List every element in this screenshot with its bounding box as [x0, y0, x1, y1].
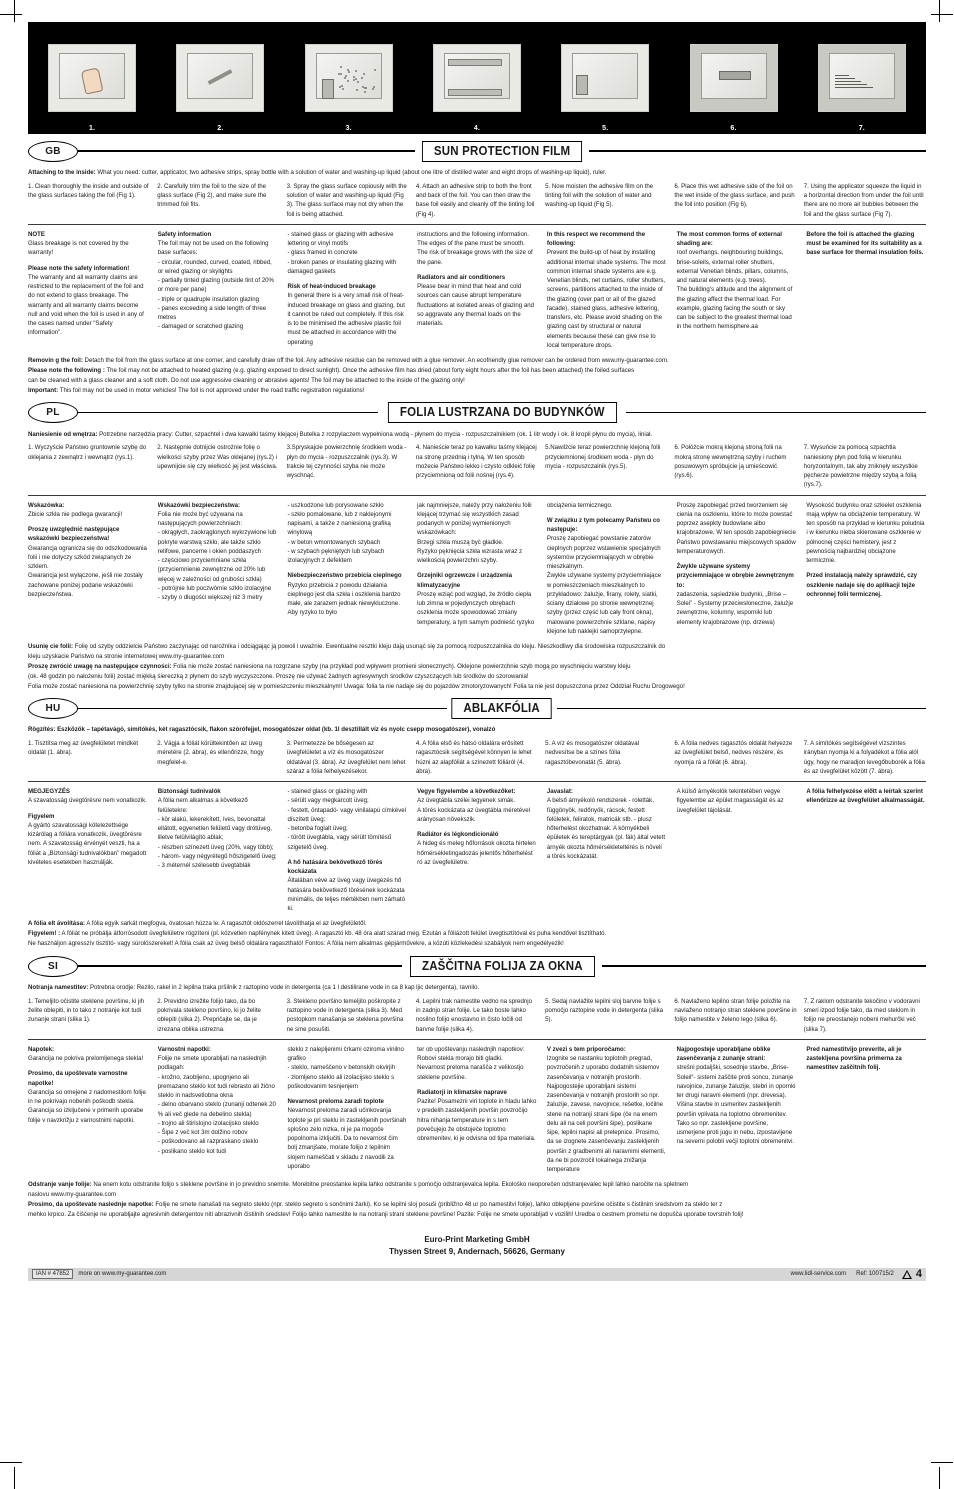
block-text: A belső árnyékoló rendszerek - roletták, függönyök, redőnyök, rácsok, festett felületek, feliratok, matricák stb. - plusz hőterhelést okozhatnak. A környékbeli épületek és tereptárgyak (pl. fák) által vetett árnyék okozta hőmérsékleteltérés is növeli a törés kockázatát. — [546, 797, 666, 860]
crop-mark-top-right-h — [931, 14, 953, 15]
block-text: ter ob upoštevanju naslednjih napotkov: Robovi stekla morajo biti gladki. Nevarnost preloma narašča z velikostjo steklene površine. — [417, 1045, 525, 1081]
block-heading: MEGJEGYZÉS — [28, 788, 70, 796]
body-column-4 — [417, 1045, 537, 1175]
tail-paragraph-3 — [28, 939, 926, 949]
figure-number-3: 3. — [345, 125, 352, 132]
step-5: 5.Nawilżcie teraz powierzchnię klejoną folii przyciemnionej środkiem woda - płyn do mycia - rozpuszczalnik (rys.5). — [545, 444, 661, 470]
step-4: 4. Nanieście teraz po kawałku taśmy klejącej na stronę przednią i tylną. W ten sposób możecie Państwo lekko i czysto odkleić folię przyciemnioną od folii nośnej (rys.4). — [415, 444, 537, 480]
body-column-6 — [677, 1045, 797, 1175]
block-heading: Niebezpieczeństwo przebicia cieplnego — [287, 572, 402, 580]
block-heading: NOTE — [28, 230, 45, 238]
body-column-7 — [806, 1045, 926, 1175]
block-heading: Żwykle używane systemy przyciemniające w obrębie zewnętrznym to: — [676, 563, 794, 589]
figure-image-2 — [176, 44, 264, 112]
block-heading: Nevarnost preloma zaradi toplote — [287, 1098, 384, 1106]
body-column-1 — [28, 230, 148, 350]
tail-paragraph-4 — [28, 672, 926, 682]
body-columns — [28, 1045, 926, 1175]
block-text: Proszę zapobiegać powstanie zatorów cieplnych poprzez wstawienie specjalnych systemów przyciemniających w obrębie mieszkalnym. Żwykle używane systemy przyciemniające w pomieszczeniach mieszkalnych to przykładowo: żalużje, firany, rolety, siatki, ściany działowe po stronie wewnętrznej szyby (przez część lub cały front okna), malowane powierzchnie szklane, napisy klejone lub naklejki samoprzylepne. — [546, 535, 661, 635]
body-column-5 — [547, 787, 667, 913]
figure-cell-6 — [669, 22, 797, 134]
body-column-3 — [287, 1045, 407, 1175]
more-info-link[interactable]: more on www.my-guarantee.com — [78, 1271, 167, 1278]
header-rule-left — [78, 150, 415, 151]
tail-text: This foil may not be used in motor vehicles! The foil is not approved under the road traffic registration regulations! — [58, 386, 365, 394]
tail-paragraph-5 — [28, 682, 926, 692]
block-heading: Risk of heat-induced breakage — [287, 283, 376, 291]
company-address — [28, 1234, 926, 1258]
body-column-2 — [158, 230, 278, 350]
figure-strip — [28, 22, 926, 134]
block-text: A gyártó szavatossági kötelezettsége kizárólag a fóliára vonatkozik, üvegtörésre nem. A szavatosság érvényét veszti, ha a fóliát a „Biztonsági tudnivalókban” megadott kivételes esetekben használják. — [28, 821, 147, 866]
step-1: 1. Wyczyście Państwo gruntownie szybę do oklejania z zewnątrz i wewnątrz (rys.1). — [28, 444, 147, 461]
step-4: 4. Attach an adhesive strip to both the front and back of the foil. You can then draw the base foil easily and cleanly off the tinting foil (Fig 4). — [415, 182, 535, 218]
tail-paragraph-3 — [28, 662, 926, 672]
intro-label: Attaching to the inside: — [28, 169, 96, 176]
tail-text: Detach the foil from the glass surface at one corner, and carefully draw off the foil. Any adhesive residue can be removed with a glue remover. An ecofriendly glue remover can be ordered from www.my-guarantee.com. — [82, 357, 669, 365]
body-column-6 — [677, 501, 797, 637]
figure-image-1 — [48, 44, 136, 112]
block-text: Izognite se nastanku toplotnih pregrad, povzročenih z uporabo dodatnih sistemov zasenčevanja v notranjih prostorih. Najpogostejie uporabljani sistemi zasenčevanja v notranjih prostorih so npr. žaluzije, zavese, navojnice, rešetke, ločilne stene na notranji strani šipe (če na enem delu ali na celi površini šipe), poslikane šipe, lepilni napisi ali prelepnice. Prosimo, da se izognete zasenčevanju zastekljenih površin z gradbenimi ali naravnimi elementi, da ne bi povzročil lokalnega znižanja temperature — [546, 1055, 666, 1174]
figure-cell-3 — [285, 22, 413, 134]
section-header-si — [28, 953, 926, 979]
block-heading: Radiatorji in klimatske naprave — [417, 1088, 507, 1096]
step-5: 5. Sedaj navlažite lepilni sloj barvne folije s pomočjo raztopine vode in detergenta (slika 5). — [545, 997, 664, 1024]
tail-paragraph-1 — [28, 919, 926, 929]
step-2: 2. Następnie dotnijcie ostrożnie folię o wielkości szyby przez Was oklejanej (rys.2) i upewnijcie się czy wielkość jej jest właściwa. — [157, 444, 278, 470]
crop-mark-bottom-right-h — [931, 1462, 953, 1463]
intro-label: Rögzítés: Eszközök – tapétavágó, simítókés, két ragasztócsik, flakon szórófejjel, mosogatószer oldat (kb. 1l desztillált víz és nyolc csepp mosogatószer), vonalzó — [28, 726, 496, 734]
block-heading: The most common forms of external shading are: — [676, 230, 782, 248]
service-url[interactable]: www.lidl-service.com — [790, 1271, 847, 1278]
block-text: Please bear in mind that heat and cold sources can cause abrupt temperature fluctuations at isolated areas of glazing and so aggravate any thermal loads on the materials. — [417, 283, 535, 328]
company-name: Euro-Print Marketing GmbH — [424, 1234, 530, 1244]
manual-page — [28, 22, 926, 1452]
block-heading: In this respect we recommend the following: — [546, 230, 646, 248]
figure-cell-2 — [156, 22, 284, 134]
block-text: A szavatosság üvegtörésre nem vonatkozik. — [28, 797, 147, 805]
figure-number-1: 1. — [89, 125, 96, 132]
block-text: Nevarnost preloma zaradi učinkovanja toplote je pri steklu in zastekljenih površinah splošno zelo nizka, ni je pa mogoče popolnoma izključiti. Da to nevarnost čim bolj zmanjšate, morate folijo z lepilnim slojem nameščati v skladu z navodili za uporabo — [287, 1107, 407, 1170]
step-2: 2. Vágja a fóliát körültekintően az üveg méretére (2. ábra), és ellenőrizze, hogy megfelel-e. — [157, 740, 264, 766]
step-7: 7. Z raklom odstranite tekočino v vodoravni smeri izpod folije tako, da med steklom in folijo ne preostanejo nobeni mehurčki več (slika 7). — [803, 997, 920, 1033]
tail-label: A fólia elt ávolítása: — [28, 920, 86, 928]
block-heading: Wskazówka: — [28, 501, 65, 509]
block-heading: Figyelem — [28, 812, 55, 820]
block-heading: Przed instalacją należy sprawdzić, czy oszklenie nadaje się do aplikacji tejże ochronnej folii termicznej. — [806, 572, 918, 598]
block-text: Ryzyko przebicia z powodu działania cieplnego jest dla szkła i oszklenia bardzo małe, ale zarazem jednak niewykluczone. Aby ryzyko to było — [287, 581, 401, 617]
intro-label: Notranja namestitev: — [28, 984, 89, 992]
step-4: 4. A fólia első és hátsó oldalára erősített ragasztócsik segítségével könnyen le lehet húzni az alapfóliát a színezett fóliáról (4. ábra). — [415, 740, 532, 775]
block-text: Prevent the build-up of heat by installing additional internal shade systems. The most common internal shade systems are e.g. Venetian blinds, net curtains, roller shutters, screens, partitions attached to the inside of the glazing (over part or all of the glazed facade), stained glass, adhesive lettering, transfers, etc. Please avoid shading on the glazing cast by structural or natural elements because these can give rise to local temperature drops. — [546, 249, 666, 349]
section-title: SUN PROTECTION FILM — [422, 141, 582, 162]
block-text: A fólia nem alkalmas a következő felületekre: - kör alakú, lekerekített, íves, bevonattal ellátott, egyenetlen felületű vagy drótüveg, illetve felülvilágító ablak; - részben színezett üveg (20%, vagy több); - három- vagy négyrétegű hőszigetelő üveg; - 3 méternél szélesebb üvegtáblák — [157, 797, 277, 870]
intro-label: Naniesienie od wnętrza: — [28, 430, 98, 438]
step-6: 6. A fólia nedves ragasztós oldalát helyezze az üvegfelület belső, nedves részére, és nyomja rá a fóliát (6. ábra). — [674, 740, 793, 766]
block-text: Glass breakage is not covered by the warranty! — [28, 240, 129, 257]
figure-number-2: 2. — [217, 125, 224, 132]
block-heading: Before the foil is attached the glazing must be examined for its suitability as a base surface for thermal insulation foils. — [806, 230, 924, 257]
block-heading: Wskazówki bezpieczeństwa: — [157, 501, 241, 509]
tail-text: (ok. 48 godzin po nałożeniu folii) zostać miękką śiereczką z płynem do szyb wyczyszczone. Proszę nie używać żadnych agresywnych środków czyszczących lub środków do szorowania! — [28, 672, 529, 680]
block-text: zadaszenia, sąsiedzkie budynki, „Brise –Solei” - Systemy przeciwsłoneczne, żalużje zewnętrzne, kolumny, wsporniki lub elementy krajobrazowe (np. drzewa) — [676, 590, 794, 626]
figure-number-4: 4. — [473, 125, 481, 132]
tail-text: The foil may not be attached to heated glazing (e.g. glazing exposed to direct sunlight). Once the adhesive film has dried (about forty eight hours after the foil has been attached) the foiled surfaces — [104, 366, 635, 374]
body-column-1 — [28, 501, 148, 637]
block-heading: Safety information — [157, 230, 212, 238]
warning-triangle-icon — [902, 1270, 912, 1279]
section-title: ZAŠČITNA FOLIJA ZA OKNA — [410, 956, 595, 977]
block-text: A hideg és meleg hőforrások okozta hirtelen hőmérsékletingadozás jelentős hőterhelést ró az üvegfelületre. — [417, 840, 536, 866]
tail-text: Ne használjon agresszív tisztító- vagy súrolószereket! A fólia csak az üveg belső oldalára ragasztható! Fontos: A fólia nem alkalmas gépjárművekre, a közúti közlekedési szabályok nem engedélyezik! — [28, 940, 564, 948]
figure-cell-7 — [798, 22, 926, 134]
tail-text: Folia nie może zostać naniesiona na rozgrzane szyby (na przykład pod wpływem promieni słonecznych). Oklejone powierzchnie szyb mogą po wyschnięciu warstwy kleju — [171, 662, 631, 670]
section-divider — [28, 495, 926, 496]
tail-text: Folije ne smete nanašati na segreto steklo (npr. steklo segreto s sončnimi žarki). Ko se lepilni sloj posuši (približno 48 ur po namestitvi folije), lahko oblepljene površine očistite s čistilnim sredstvom za steklo ter z — [153, 1201, 723, 1209]
step-7: 7. Using the applicator squeeze the liquid in a horizontal direction from under the foil until there are no more air bubbles between the foil and the glass surface (Fig 7). — [803, 182, 924, 218]
step-columns — [28, 997, 926, 1034]
body-column-4 — [417, 501, 537, 637]
block-text: Gwarancja ogranicza się do odszkodowania folii i nie dotyczy szkód związanych ze szklem. Gwarancja jest wyłączone, jeśli nie zostały zachowane poniżej podane wskazówki bezpieczeństwa. — [28, 544, 147, 598]
section-header-pl — [28, 400, 926, 426]
block-heading: Napotek: — [28, 1045, 55, 1053]
body-column-4 — [417, 787, 537, 913]
figure-image-7 — [818, 44, 906, 112]
step-3: 3. Spray the glass surface copiously with the solution of water and washing-up liquid (Fig 3). The glass surface may not dry when the foil is being attached. — [286, 182, 407, 218]
tail-paragraph-2 — [28, 366, 926, 376]
tail-paragraph-1 — [28, 1180, 926, 1190]
block-heading: Radiators and air conditioners — [417, 273, 506, 281]
language-badge: PL — [28, 402, 78, 423]
language-section-gb — [28, 138, 926, 396]
body-column-7 — [806, 787, 926, 913]
body-column-6 — [677, 230, 797, 350]
figure-number-5: 5. — [602, 125, 609, 132]
header-rule-left — [78, 708, 447, 709]
body-column-3 — [287, 787, 407, 913]
section-divider — [28, 781, 926, 782]
crop-mark-top-right — [939, 0, 940, 22]
step-3: 3.Spryskajcie powierzchnię środkiem woda - płyn do mycia - rozpuszczalnik (rys.3). W trakcie tej czynności szyba nie może wyschnąć. — [286, 444, 407, 480]
tail-text: A fóliát ne próbálja átforrósodott üvegfelületre rögzíteni (pl. közvetlen napfénynek kitett üveg). A ragasztó kb. 48 óra alatt szárad meg. Ezután a fóliázott felület üvegtisztítóval és puha kendővel tisztítható. — [60, 930, 607, 938]
tail-text: can be cleaned with a glass cleaner and a soft cloth. Do not use aggressive cleaning or abrasive agents! The foil may be attached to the inside of the glazing only! — [28, 376, 465, 384]
block-heading: Najpogosteje uporabljane oblike zasenčevanja z zunanje strani: — [676, 1045, 771, 1063]
section-header-hu — [28, 695, 926, 721]
body-column-5 — [547, 1045, 667, 1175]
body-column-1 — [28, 787, 148, 913]
intro-text: Potrzebne narzędzia pracy: Cutter, szpachtel i dwa kawałki taśmy klejącej Butelka z rozpylaczem wypełniona wodą - płynem do mycia - rozpuszczalnikiem (ok. 1 litr wody i ok. 8 kropli płynu do mycia), liniał. — [97, 430, 653, 438]
tail-label: Proszę zwrócić uwagę na następujące czynności: — [28, 662, 172, 670]
tail-label: Figyelem! : — [28, 930, 61, 938]
tail-paragraph-3 — [28, 376, 926, 386]
bottom-bar — [28, 1268, 926, 1281]
block-heading: Pred namestitvijo preverite, ali je zastekljena površina primerna za namestitev zaščitnih folij. — [806, 1045, 902, 1072]
step-1: 1. Tisztítsa meg az üvegfelületet mindkét oldalát (1. ábra). — [28, 740, 139, 757]
step-6: 6. Navlaženo lepilno stran folije položite na navlaženo notranjo stran steklene površine in folijo namestite v želeno lego (slika 6). — [674, 997, 797, 1024]
intro-text: Potrebna orodje: Rezilo, rakel in 2 lepilna traka pršilnik z raztopino vode in detergenta (ca 1 l destilirane vode in ca 8 kap ljic detergenta), ravnilo. — [88, 984, 480, 992]
crop-mark-bottom-right — [939, 1467, 940, 1489]
step-5: 5. A víz és mosogatószer oldatával nedvesítse be a színes fólia ragasztóbevonatát (5. ábra). — [545, 740, 639, 766]
crop-mark-top-left-h — [0, 14, 22, 15]
step-2: 2. Carefully trim the foil to the size of the glass surface (Fig 2), and make sure the trimmed foil fits. — [157, 182, 267, 209]
header-rule-right — [602, 965, 926, 966]
block-text: Proszę wziąć pod wzgląd, że źródło ciepła lub zimna w pojedynczych obrębach oszklenia może spowodować zmiany temperatury, a tym samym podnieść ryzyko — [417, 590, 535, 626]
figure-number-7: 7. — [858, 125, 865, 132]
section-divider — [28, 224, 926, 225]
block-text: A külső árnyékolók tekintetében vegye figyelembe az épület magasságát és az üvegfelület tájolását. — [676, 788, 784, 814]
block-heading: V zvezi s tem priporočamo: — [546, 1045, 626, 1053]
language-section-si — [28, 953, 926, 1220]
block-text: Garancija ne pokriva prelomljenega stekla! — [28, 1055, 144, 1063]
body-column-7 — [806, 230, 926, 350]
header-rule-left — [78, 965, 402, 966]
header-rule-left — [78, 412, 378, 413]
section-divider — [28, 1039, 926, 1040]
block-text: Pazite! Posamezni viri toplote in hladu lahko v predelih zastekljenih površin povzročijo hitra nihanja temperature in s tem povečujejo že obstoječe toplotno obremenitev, ki je odvisna od tipa materiala. — [417, 1098, 537, 1143]
block-text: steklo z nalepljenimi črkami oziroma vinilno grafiko - steklo, nameščeno v betonskih okvirjih - zlomljeno steklo ali izolacijsko steklo s poškodovanim tesnjenjem — [287, 1045, 404, 1090]
step-6: 6. Place this wet adhesive side of the foil on the wet inside of the glass surface, and push the foil into position (Fig 6). — [674, 182, 795, 209]
tail-paragraph-4 — [28, 1210, 926, 1220]
section-tail — [28, 642, 926, 691]
page-number: 4 — [915, 1267, 922, 1280]
crop-mark-top-left — [14, 0, 15, 22]
tail-paragraph-2 — [28, 652, 926, 662]
section-title: ABLAKFÓLIA — [452, 698, 553, 719]
step-7: 7. A simítókés segítségével vízszintes irányban nyomja ki a folyadékot a fólia alól úgy, hogy ne maradjon levegőbuborék a fólia és az üvegfelület között (7. ábra). — [803, 740, 925, 775]
block-text: Az üvegtábla szélei legyenek simák. A törés kockázata az üvegtábla méretével arányosan növekszik. — [417, 797, 530, 823]
step-columns — [28, 739, 926, 776]
tail-label: Removin g the foil: — [28, 357, 83, 365]
block-heading: W związku z tym polecamy Państwu co następuje: — [546, 516, 660, 534]
figure-image-3 — [305, 44, 393, 112]
block-text: - uszkodzone lub porysowane szkło - szkło pomalowane, lub z naklejonymi napisami, a także z naniesioną grafiką winylową - w beton wmontowanych szybach - w szybach pękniętych lub szybach izolacyjnych z defektem — [287, 501, 392, 565]
figure-cell-4 — [413, 22, 541, 134]
figure-image-5 — [561, 44, 649, 112]
language-badge: SI — [28, 956, 78, 977]
block-text: jak najmniejsze, należy przy nałożeniu folii klejącej trzymać się wszystkich zasad podanych w poniżej wymienionych wskazówkach: Brzegi szkła muszą być gładkie. Ryzyko pęknięcia szkła wzrasta wraz z wielkością powierzchni szyby. — [417, 501, 532, 565]
block-heading: A fólia felhelyezése előtt a leírtak szerint ellenőrizze az üvegfelület alkalmasságát. — [806, 788, 925, 805]
tail-paragraph-1 — [28, 642, 926, 652]
body-column-2 — [158, 501, 278, 637]
block-text: Zbicie szkła nie podlega gwarancji! — [28, 510, 123, 518]
tail-text: A fólia egyik sarkát megfogva, óvatosan húzza le. A ragasztót oldószerrel távolíthatja el az üvegfelületől. — [85, 920, 367, 928]
tail-text: Folia może zostać naniesiona na powierzchnię szyby tylko na stronie znajdującej się w pomieszczeniu mieszkalnym! Uwaga: folia ta nie nadaje się do pojazdów zmotoryzowanych! Folia ta nie jest dopuszczona przez Oddział Ruchu Drogowego! — [28, 682, 685, 690]
section-tail — [28, 356, 926, 395]
header-rule-right — [557, 708, 926, 709]
block-text: In general there is a very small risk of heat-induced breakage on glass and glazing, but it cannot be ruled out completely. If this risk is to be minimised the adhesive plastic foil must be attached in accordance with the operating — [287, 292, 405, 346]
step-3: 3. Permetezze be bőségesen az üvegfelületet a víz és mosogatószer oldatával (3. ábra). Az üvegfelület nem lehet száraz a fólia felhelyezésekor. — [286, 740, 406, 775]
block-heading: Grzejniki ogrzewcze i urządzenia klimatyzacyjne — [417, 572, 512, 589]
block-text: Garancija so omejene z nadomestilom folije in ne pokrivajo nobenih poškodb stekla. Garancija so izključene v primerih uporabe folije v navzkrižju z varnostnimi napotki. — [28, 1088, 146, 1124]
step-7: 7. Wysuńcie za pomocą szpachtla naniesiony płyn pod folią w kierunku horyzontalnym, tak aby zniknęły wszystkie pęcherze powietrzne między szybą a folią (rys.7). — [803, 444, 918, 489]
body-column-3 — [287, 501, 407, 637]
block-text: The foil may not be used on the following base surfaces: - circular, rounded, curved, coated, ribbed, or wired glazing or skylights - partially tinted glazing (outside tint of 20% or more per pane) - triple or quadruple insulation glazing - panes exceeding a side length of three metres - damaged or scratched glazing — [157, 240, 274, 331]
block-heading: Biztonsági tudnivalók — [157, 788, 221, 796]
body-columns — [28, 787, 926, 913]
section-tail — [28, 1180, 926, 1219]
block-text: Folia nie może być używana na następujących powierzchniach: - okrągłych, zaokrąglonych wykrzywione lub pokryte warstwą szkło, ale także szkło relifowe, pancerne i okien poddaszych - częściowo przyciemniane szkła (przyciemnienie zewnętrzne od 20% lub więcej w zależności od grubości szkła) - potrójnie lub poczwórnie szkło izolacyjne - szyby o długości większej niż 3 metry — [157, 510, 277, 602]
figure-image-6 — [690, 44, 778, 112]
figure-cell-1 — [28, 22, 156, 134]
intro-text: What you need: cutter, applicator, two adhesive strips, spray bottle with a solution of water and washing-up liquid (about one litre of distilled water and eight drops of washing-up liquid), ruler. — [95, 169, 607, 176]
figure-cell-5 — [541, 22, 669, 134]
body-columns — [28, 501, 926, 637]
tail-text: Folię od szyby oddzielcie Państwo zaczynając od narożnika i odciągając ją powoli i uważnie. Ewentualne resztki kleju dają usunąć się za pomocą rozpuszczalnika do kleju. Nieszkodliwy dla środowiska rozpuszczalnik do — [73, 643, 666, 651]
block-heading: Varnostni napotki: — [157, 1045, 211, 1053]
body-column-5 — [547, 230, 667, 350]
block-text: - stained glass or glazing with adhesive lettering or vinyl motifs - glass framed in concrete - broken panes or insulating glazing with damaged gaskets — [287, 230, 397, 275]
language-badge: GB — [28, 141, 78, 162]
tail-paragraph-3 — [28, 1200, 926, 1210]
tail-text: Na enem kotu odstranite folijo s steklene površine in jo previdno snemite. Morebitne preostanke lepila lahko odstranite s pomočjo odstranjevalca lepila. Ekološko neoporečen odstranjevalec lepil lahko naročite na spletnem — [91, 1181, 689, 1189]
tail-paragraph-4 — [28, 386, 926, 396]
tail-label: Prosimo, da upoštevate naslednje napotke: — [28, 1201, 154, 1209]
block-heading: Javaslat: — [546, 788, 573, 796]
language-section-pl — [28, 400, 926, 692]
tail-label: Please note the following : — [28, 366, 105, 374]
block-heading: Proszę uwzględnić następujące wskazówki bezpieczeństwa! — [28, 526, 120, 543]
body-columns — [28, 230, 926, 350]
body-column-2 — [158, 787, 278, 913]
tail-text: kleju uzyskacie Państwo na stronie internetowej www.my-guarantee.com — [28, 652, 225, 660]
tail-paragraph-1 — [28, 356, 926, 366]
tail-paragraph-2 — [28, 1190, 926, 1200]
figure-number-6: 6. — [730, 125, 737, 132]
body-column-6 — [677, 787, 797, 913]
section-intro — [28, 169, 926, 178]
block-text: strešni podaljški, sosednje stavbe, „Brise-Soleil“- sistemi zaščite proti soncu, zunanje navojnice, zunanje žaluzije, stebri in opornki ter drugi naravni elementi (npr. drevesa). Višina stavbe in usmeritev zastekljenih površin vplivata na toplotno obremenitev. Tako so npr. zastekljene površine, usmerjene proti jugu in nebu, izpostavljene na severni polobli večji toplotni obremenitvi. — [676, 1064, 796, 1146]
block-heading: Please note the safety information! — [28, 264, 130, 272]
block-text: The warranty and all warranty claims are restricted to the replacement of the foil and do not extend to glass breakage. The warranty and all warranty claims become null and void when the foil is used in any of the cases named under “Safety information”. — [28, 273, 144, 337]
block-heading: Radiátor és légkondicionáló — [417, 831, 499, 839]
tail-label: Odstranje vanje folije: — [28, 1181, 92, 1189]
tail-label: Important: — [28, 386, 59, 394]
step-1: 1. Clean thoroughly the inside and outside of the glass surfaces taking the foil (Fig 1). — [28, 182, 149, 200]
section-intro — [28, 984, 926, 993]
body-column-4 — [417, 230, 537, 350]
block-text: obciążenia termicznego. — [546, 501, 613, 509]
block-text: instructions and the following information. The edges of the pane must be smooth. The risk of breakage grows with the size of the pane. — [417, 230, 533, 266]
block-text: roof overhangs, neighbouring buildings, brise-soleils, external roller shutters, external Venetian blinds, pillars, columns, and natural elements (e.g. trees). The building's altitude and the alignment of the glazing affect the thermal load. For example, glazing facing the south or sky can be subject to the greatest thermal load in the northern hemisphere.aa — [676, 249, 793, 331]
body-column-7 — [806, 501, 926, 637]
tail-text: mehko krpico. Za čiščenje ne uporabljajte agresivnih detergentov niti abrazivnih čistilnih sredstev! Folijo lahko namestite le na notranji strani steklene površine! Pazite: Folije ne smete uporabljati v vozilih! Uredba o cestnem prometu ne dopušča uporabe tovrstnih folij! — [28, 1210, 744, 1218]
step-1: 1. Temeljito očistite steklene površine, ki jih želite oblepiti, in to tako z notranje kot tudi zunanje strani (slika 1). — [28, 997, 145, 1024]
company-street: Thyssen Street 9, Andernach, 56626, Germany — [389, 1246, 565, 1256]
language-sections — [28, 138, 926, 1220]
block-heading: Prosimo, da upoštevate varnostne napotke! — [28, 1070, 128, 1087]
body-column-5 — [547, 501, 667, 637]
section-intro — [28, 431, 926, 440]
body-column-3 — [287, 230, 407, 350]
section-header-gb — [28, 138, 926, 164]
step-columns — [28, 443, 926, 489]
body-column-1 — [28, 1045, 148, 1175]
section-intro — [28, 726, 926, 735]
tail-text: naslovu www.my-guarantee.com — [28, 1191, 117, 1199]
crop-mark-bottom-left — [14, 1467, 15, 1489]
block-text: Folije ne smete uporabljati na naslednjih podlagah: - krožno, zaobljeno, upognjeno ali premazano steklo kot tudi rebrasto ali žično steklo in nadsvetlobna okna - delno obarvano steklo (zunanji odtenek 20 % ali več glede na debelino stekla) - trojno ali štirislojno izolacijsko steklo - Šipe z več kot 3m dolžino robov - poškodovano ali razpraskano steklo - poslikano steklo kot tudi — [157, 1055, 276, 1155]
language-section-hu — [28, 695, 926, 949]
tail-paragraph-2 — [28, 929, 926, 939]
step-4: 4. Lepilni trak namestite vedno na sprednjo in zadnjo stran folije. Le tako boste lahko nosilno folijo enostavno in čisto ločili od barvne folije (slika 4). — [415, 997, 533, 1033]
crop-mark-bottom-left-h — [0, 1462, 22, 1463]
step-2: 2. Previdno izrežite folijo tako, da bo pokrivala stekleno površino, ki jo želite oblepiti (slika 2). Prepričajte se, da je izrezana oblika ustrezna. — [157, 997, 261, 1033]
header-rule-right — [626, 412, 926, 413]
block-text: - stained glass or glazing with - sérült vagy megkarcolt üveg; - festett, öntapadó- vagy vinilalapú címkével díszített üveg; - betonba foglalt üveg; - törött üvegtábla, vagy sérült tömítésű szigetelő üveg. — [287, 788, 406, 851]
ian-number: IAN # 47852 — [32, 1269, 73, 1279]
block-heading: Vegye figyelembe a következőket: — [417, 788, 516, 796]
block-text: Általában véve az üveg vagy üvegezés hő hatására bekövetkező törésének kockázata minimális, de teljes mértékben nem zárható ki. — [287, 877, 405, 913]
figure-image-4 — [433, 44, 521, 112]
section-title: FOLIA LUSTRZANA DO BUDYNKÓW — [388, 402, 617, 423]
block-text: Wysokość budynku oraz szkielet oszklenia mają wpływ na obciążenie temperatury. W ten sposób na przykład w kierunku południa i w kierunku nieba skierowane oszklenie w północnej części hemistery, jest z pewnością najbardziej obciążone termicznie. — [806, 501, 925, 565]
language-badge: HU — [28, 698, 78, 719]
step-3: 3. Stekleno površino temeljito poškropite z raztopino vode in detergenta (slika 3). Med postopkom nanašanja se steklena površina ne sme posušiti. — [286, 997, 404, 1033]
ref-number: Ref: 100715/2 — [856, 1271, 894, 1278]
step-6: 6. Połóżcie mokrą klejoną stroną folii na mokrą stronę wewnętrzną szyby i ruchem posuwowym spróbujcie ją umieścowić (rys.6). — [674, 444, 787, 480]
body-column-2 — [158, 1045, 278, 1175]
step-columns — [28, 182, 926, 219]
header-rule-right — [589, 150, 926, 151]
section-tail — [28, 919, 926, 949]
step-5: 5. Now moisten the adhesive film on the tinting foil with the solution of water and washing-up liquid (Fig 5). — [545, 182, 654, 209]
block-text: Proszę zapobiegać przed tworzeniem się cienia na oszkleniu, które to może powstać poprzez asepkty budowlane albo krajobrazowe. W ten sposób zapobiegniecie Państwo powstawaniu miejscowych spadów temperaturowych. — [676, 501, 796, 555]
tail-label: Usunię cie folii: — [28, 643, 74, 651]
block-heading: A hő hatására bekövetkező törés kockázata — [287, 858, 383, 876]
